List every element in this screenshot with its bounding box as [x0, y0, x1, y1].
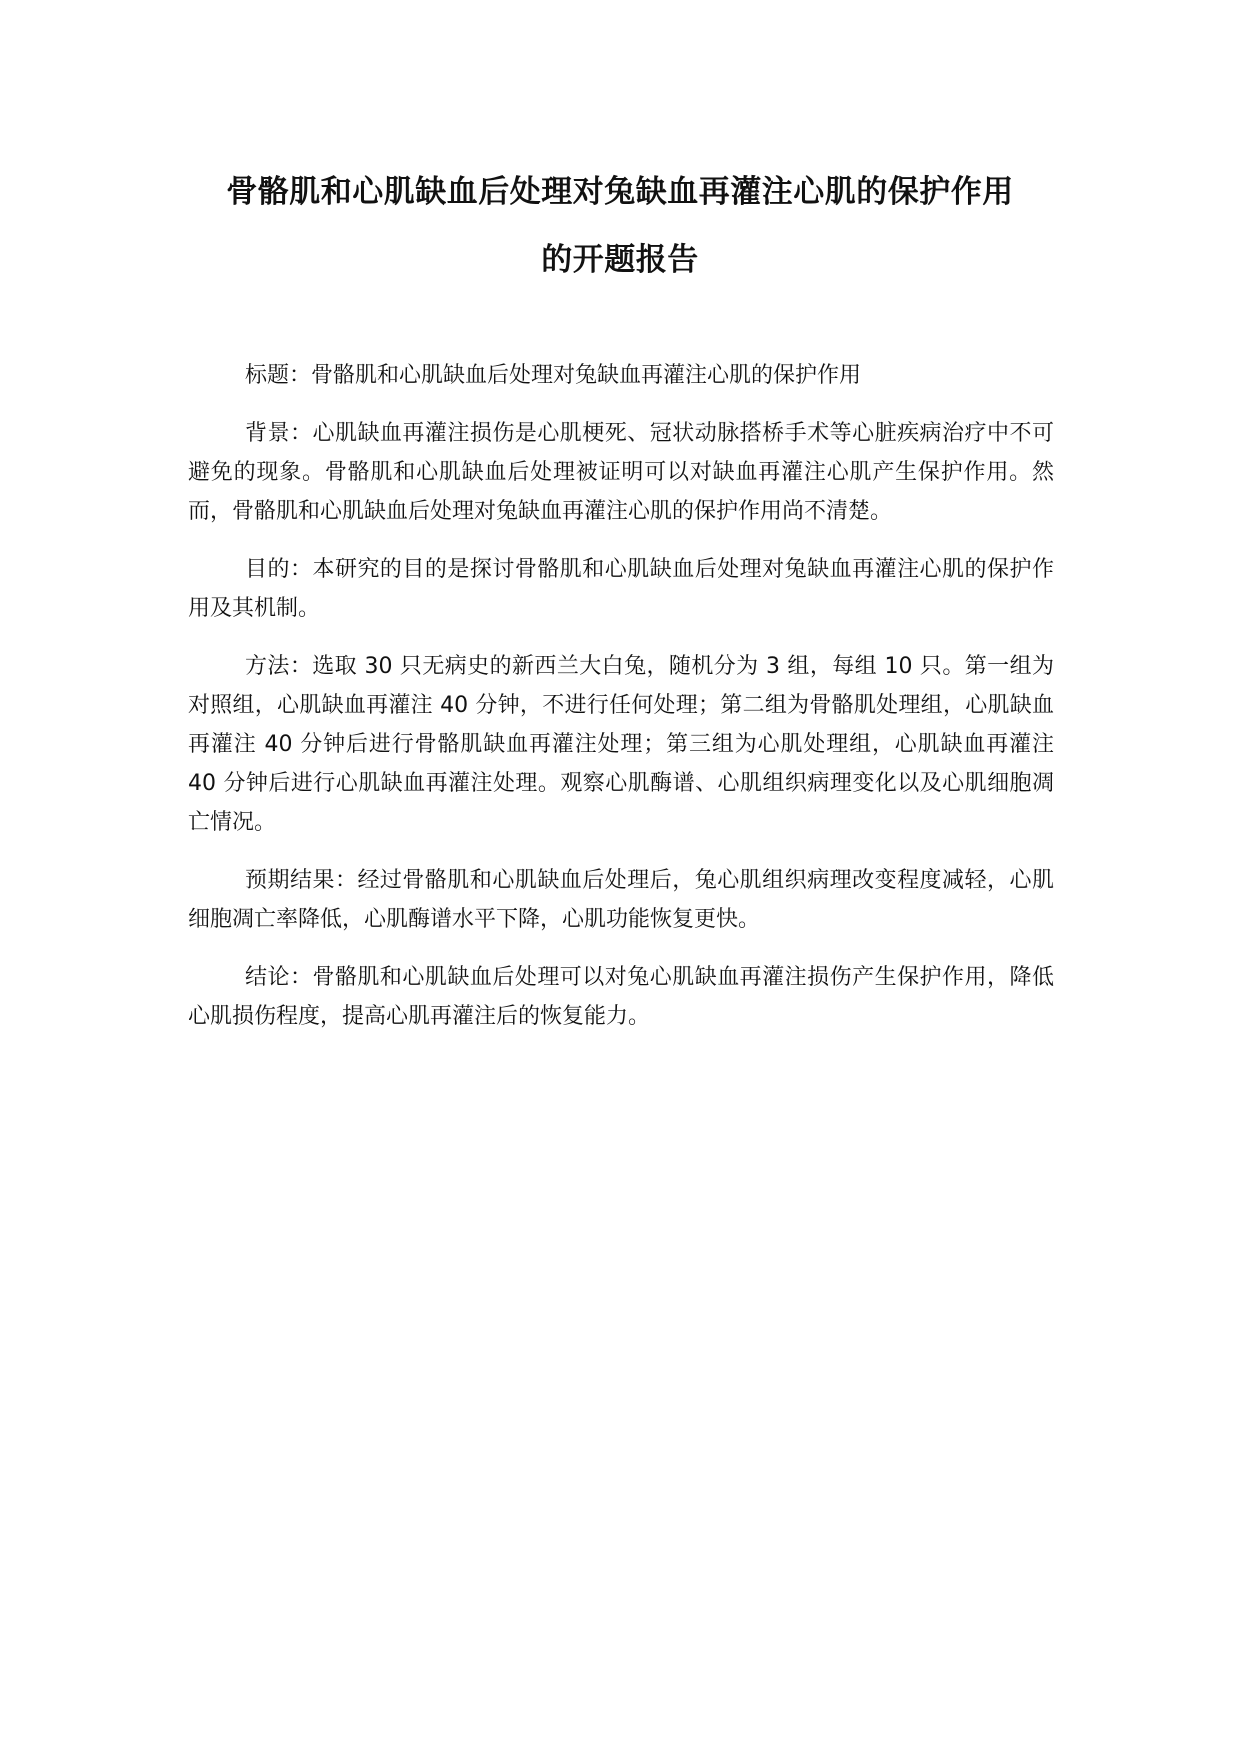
paragraph-background: [188, 414, 1054, 531]
document-title: [150, 172, 1090, 280]
paragraph-expected-results: [188, 861, 1054, 939]
paragraph-text: 心肌缺血再灌注损伤是心肌梗死、冠状动脉搭桥手术等心脏疾病治疗中不可避免的现象。骨骼肌和心肌缺血后处理被证明可以对缺血再灌注心肌产生保护作用。然而，骨骼肌和心肌缺血后处理对兔缺血再灌注心肌的保护作用尚不清楚。: [188, 421, 1054, 524]
paragraph-objective: [188, 550, 1054, 628]
paragraph-label: 背景：: [245, 421, 313, 446]
paragraph-label: 结论：: [245, 965, 313, 990]
paragraph-methods: [188, 647, 1054, 842]
paragraph-label: 目的：: [245, 557, 313, 582]
document-body: [188, 356, 1054, 1055]
paragraph-label: 标题：: [245, 363, 312, 388]
paragraph-text: 选取 30 只无病史的新西兰大白兔，随机分为 3 组，每组 10 只。第一组为对照组，心肌缺血再灌注 40 分钟，不进行任何处理；第二组为骨骼肌处理组，心肌缺血再灌注 40 分钟后进行骨骼肌缺血再灌注处理；第三组为心肌处理组，心肌缺血再灌注 40 分钟后进行心肌缺血再灌注处理。观察心肌酶谱、心肌组织病理变化以及心肌细胞凋亡情况。: [188, 654, 1054, 835]
title-line-1: 骨骼肌和心肌缺血后处理对兔缺血再灌注心肌的保护作用: [226, 174, 1014, 210]
paragraph-text: 经过骨骼肌和心肌缺血后处理后，兔心肌组织病理改变程度减轻，心肌细胞凋亡率降低，心肌酶谱水平下降，心肌功能恢复更快。: [188, 868, 1054, 932]
paragraph-label: 方法：: [245, 654, 313, 679]
paragraph-label: 预期结果：: [245, 868, 358, 893]
paragraph-text: 骨骼肌和心肌缺血后处理可以对兔心肌缺血再灌注损伤产生保护作用，降低心肌损伤程度，提高心肌再灌注后的恢复能力。: [188, 965, 1054, 1029]
paragraph-text: 本研究的目的是探讨骨骼肌和心肌缺血后处理对兔缺血再灌注心肌的保护作用及其机制。: [188, 557, 1054, 621]
title-line-2: 的开题报告: [541, 242, 699, 278]
paragraph-title: [188, 356, 1054, 395]
paragraph-text: 骨骼肌和心肌缺血后处理对兔缺血再灌注心肌的保护作用: [311, 363, 862, 388]
paragraph-conclusion: [188, 958, 1054, 1036]
